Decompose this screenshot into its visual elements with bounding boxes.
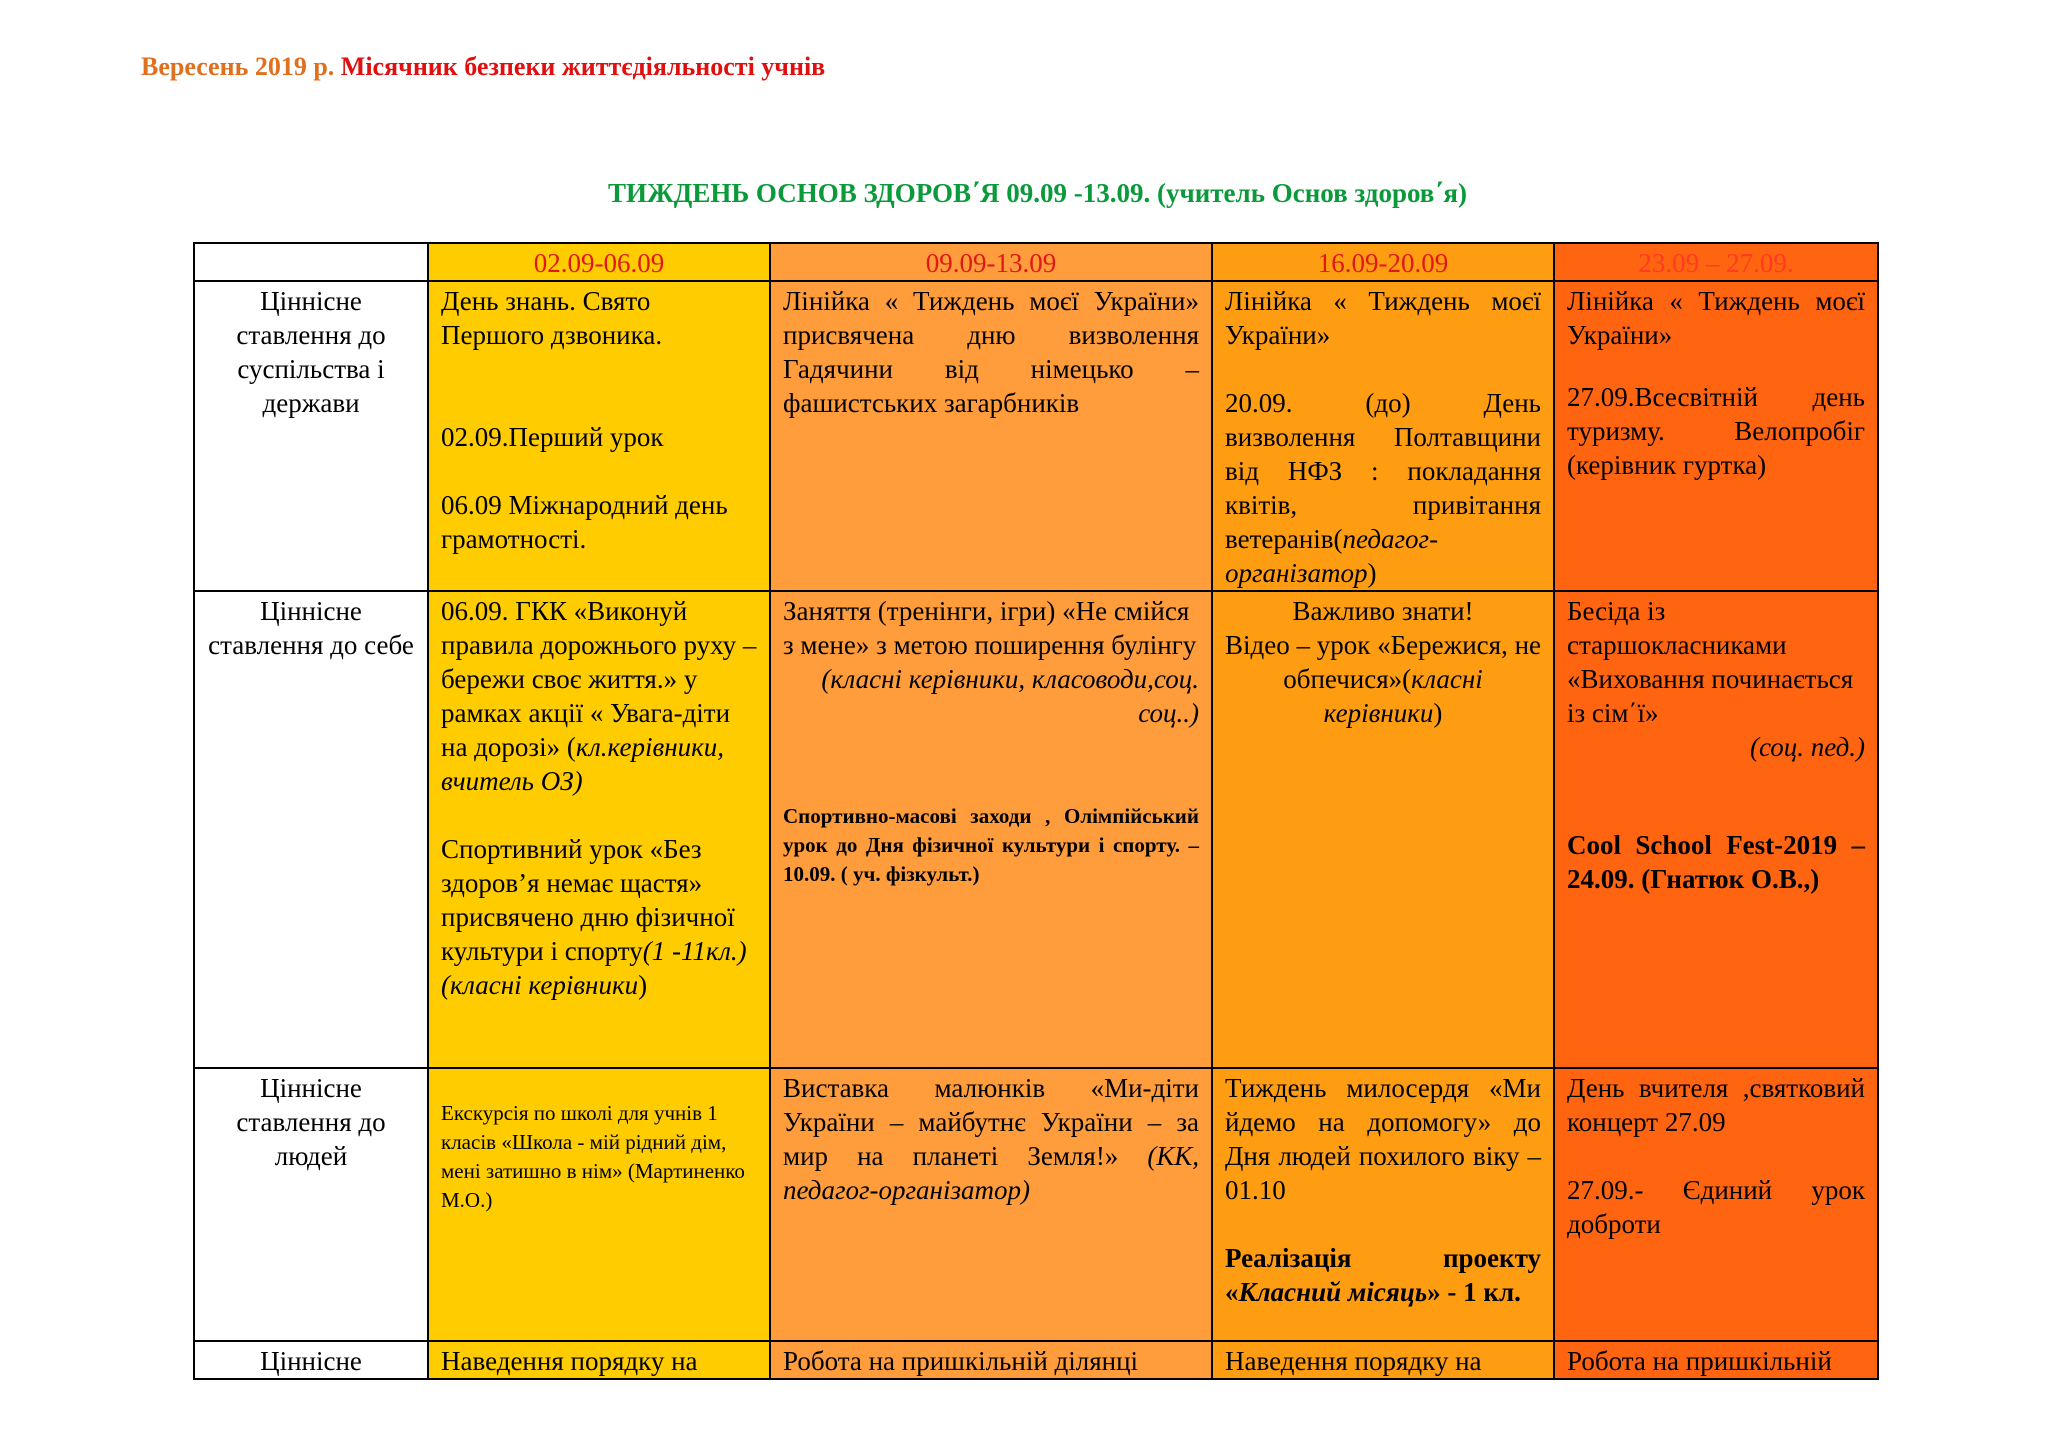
cell-row4-week2 — [770, 1341, 1212, 1379]
table-row — [194, 1341, 1878, 1379]
cell-text: 06.09. ГКК «Виконуй правила дорожнього руху – бережи своє життя.» у рамках акції « Увага-діти на дорозі» (кл.керівники, вчитель ОЗ) — [441, 596, 757, 796]
cell-text: Реалізація проекту «Класний місяць» - 1 кл. — [1225, 1243, 1541, 1307]
cell-row1-week3 — [1212, 281, 1554, 591]
cell-text: 06.09 Міжнародний день грамотності. — [441, 490, 728, 554]
table-header-row — [194, 243, 1878, 281]
cell-text: 27.09.- Єдиний урок доброти — [1567, 1175, 1865, 1239]
row-head-partial: Ціннісне — [194, 1341, 428, 1379]
cell-text: День вчителя ,святковий концерт 27.09 — [1567, 1073, 1865, 1137]
cell-text: Робота на пришкільній ділянці — [783, 1346, 1139, 1376]
row-head-self: Ціннісне ставлення до себе — [194, 591, 428, 1068]
header-month: Вересень 2019 р. — [141, 52, 335, 81]
cell-row3-week3 — [1212, 1068, 1554, 1341]
table-row — [194, 591, 1878, 1068]
cell-text: День знань. Свято Першого дзвоника. — [441, 286, 663, 350]
cell-text: Наведення порядку на — [441, 1346, 698, 1376]
cell-row4-week4 — [1554, 1341, 1878, 1379]
cell-text: Відео – урок «Бережися, не обпечися»(класні керівники) — [1225, 630, 1542, 728]
cell-row2-week2 — [770, 591, 1212, 1068]
cell-text: Екскурсія по школі для учнів 1 класів «Школа - мій рідний дім, мені затишно в нім» (Мартиненко М.О.) — [441, 1101, 745, 1212]
cell-text: Важливо знати! — [1292, 596, 1474, 626]
date-week-2: 09.09-13.09 — [770, 243, 1212, 281]
header-empty-cell — [194, 243, 428, 281]
cell-text: Тиждень милосердя «Ми йдемо на допомогу» до Дня людей похилого віку – 01.10 — [1225, 1073, 1541, 1205]
row-head-people: Ціннісне ставлення до людей — [194, 1068, 428, 1341]
table-row — [194, 1068, 1878, 1341]
cell-row1-week1 — [428, 281, 770, 591]
cell-text: Спортивно-масові заходи , Олімпійський урок до Дня фізичної культури і спорту. – 10.09. ( уч. фізкульт.) — [783, 804, 1199, 886]
page-header — [141, 52, 825, 82]
row-head-society: Ціннісне ставлення до суспільства і держави — [194, 281, 428, 591]
header-title: Місячник безпеки життєдіяльності учнів — [340, 52, 826, 81]
cell-row2-week1 — [428, 591, 770, 1068]
cell-text: Виставка малюнків «Ми-діти України – майбутнє України – за мир на планеті Земля!» (КК, педагог-організатор) — [783, 1073, 1199, 1205]
cell-text: Заняття (тренінги, ігри) «Не смійся з мене» з метою поширення булінгу — [783, 596, 1197, 660]
plan-table — [193, 242, 1879, 1380]
date-week-1: 02.09-06.09 — [428, 243, 770, 281]
cell-text: Наведення порядку на — [1225, 1346, 1482, 1376]
cell-row3-week2 — [770, 1068, 1212, 1341]
cell-text: Бесіда із старшокласниками «Виховання починається із сім΄ї» — [1567, 596, 1854, 728]
table-row — [194, 281, 1878, 591]
date-week-3: 16.09-20.09 — [1212, 243, 1554, 281]
cell-text: 27.09.Всесвітній день туризму. Велопробіг (керівник гуртка) — [1567, 382, 1865, 480]
cell-text: Робота на пришкільній — [1567, 1346, 1832, 1376]
cell-row2-week3 — [1212, 591, 1554, 1068]
cell-text: Спортивний урок «Без здоров’я немає щастя» присвячено дню фізичної культури і спорту(1 -11кл.)(класні керівники) — [441, 834, 747, 1000]
cell-text: Лінійка « Тиждень моєї України» присвячена дню визволення Гадячини від німецько – фашистських загарбників — [783, 286, 1199, 418]
cell-text: Лінійка « Тиждень моєї України» — [1567, 286, 1865, 350]
cell-row4-week3 — [1212, 1341, 1554, 1379]
cell-text: 02.09.Перший урок — [441, 422, 664, 452]
cell-row1-week2 — [770, 281, 1212, 591]
cell-row1-week4 — [1554, 281, 1878, 591]
cell-text: 20.09. (до) День визволення Полтавщини від НФЗ : покладання квітів, привітання ветеранів(педагог-організатор) — [1225, 388, 1541, 588]
cell-text: (соц. пед.) — [1749, 732, 1865, 762]
cell-text: Лінійка « Тиждень моєї України» — [1225, 286, 1541, 350]
cell-text: (класні керівники, класоводи,соц. соц..) — [821, 664, 1199, 728]
cell-row4-week1 — [428, 1341, 770, 1379]
cell-row3-week1 — [428, 1068, 770, 1341]
cell-row2-week4 — [1554, 591, 1878, 1068]
cell-text: Cool School Fest-2019 – 24.09. (Гнатюк О.В.,) — [1567, 830, 1865, 894]
week-title: ТИЖДЕНЬ ОСНОВ ЗДОРОВ΄Я 09.09 -13.09. (учитель Основ здоров΄я) — [608, 178, 1467, 208]
cell-row3-week4 — [1554, 1068, 1878, 1341]
date-week-4: 23.09 – 27.09. — [1554, 243, 1878, 281]
